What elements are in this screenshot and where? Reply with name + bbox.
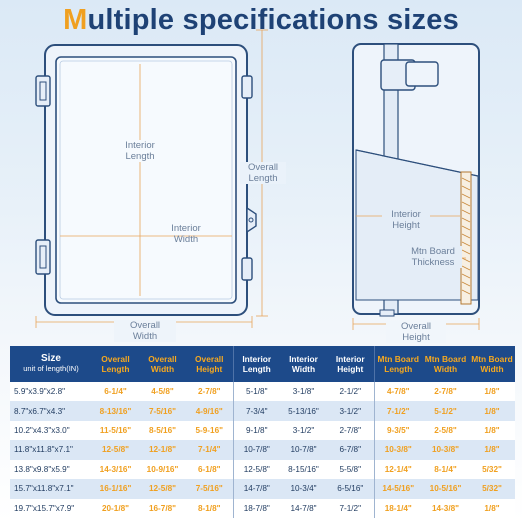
value-cell: 2-7/8" — [186, 382, 233, 401]
value-cell: 7-1/4" — [186, 440, 233, 459]
value-cell: 9-3/5" — [374, 421, 422, 440]
front-lid — [56, 57, 236, 303]
value-cell: 10-3/4" — [280, 479, 327, 498]
value-cell: 4-9/16" — [186, 401, 233, 420]
value-cell: 8-1/8" — [186, 499, 233, 518]
column-header: Interior Width — [280, 346, 327, 382]
value-cell: 14-3/16" — [92, 460, 139, 479]
size-cell: 5.9"x3.9"x2.8" — [10, 382, 92, 401]
table-row — [10, 460, 515, 479]
value-cell: 6-1/8" — [186, 460, 233, 479]
value-cell: 5/32" — [469, 460, 515, 479]
specifications-table — [10, 346, 515, 518]
value-cell: 2-7/8" — [327, 421, 374, 440]
value-cell: 10-5/16" — [422, 479, 469, 498]
column-header: Overall Width — [139, 346, 186, 382]
table-row — [10, 440, 515, 459]
value-cell: 18-1/4" — [374, 499, 422, 518]
latch-top-right — [242, 76, 252, 98]
value-cell: 6-7/8" — [327, 440, 374, 459]
size-cell: 8.7"x6.7"x4.3" — [10, 401, 92, 420]
side-view — [353, 44, 479, 316]
value-cell: 4-7/8" — [374, 382, 422, 401]
value-cell: 20-1/8" — [92, 499, 139, 518]
column-header: Mtn Board Length — [374, 346, 422, 382]
value-cell: 5-9-16" — [186, 421, 233, 440]
value-cell: 12-5/8" — [139, 479, 186, 498]
size-cell: 10.2"x4.3"x3.0" — [10, 421, 92, 440]
value-cell: 3-1/8" — [280, 382, 327, 401]
value-cell: 1/8" — [469, 401, 515, 420]
front-view — [36, 45, 256, 315]
column-header: Mtn Board Width — [422, 346, 469, 382]
column-header: Interior Height — [327, 346, 374, 382]
column-header: Interior Length — [233, 346, 280, 382]
table-header-row — [10, 346, 515, 382]
value-cell: 7-5/16" — [186, 479, 233, 498]
table-row — [10, 421, 515, 440]
value-cell: 10-3/8" — [422, 440, 469, 459]
value-cell: 5-1/8" — [233, 382, 280, 401]
value-cell: 1/8" — [469, 440, 515, 459]
value-cell: 11-5/16" — [92, 421, 139, 440]
value-cell: 18-7/8" — [233, 499, 280, 518]
value-cell: 6-1/4" — [92, 382, 139, 401]
size-cell: 11.8"x11.8"x7.1" — [10, 440, 92, 459]
value-cell: 16-1/16" — [92, 479, 139, 498]
value-cell: 10-7/8" — [233, 440, 280, 459]
column-header: Overall Height — [186, 346, 233, 382]
value-cell: 5-1/2" — [422, 401, 469, 420]
hinge-top-left — [36, 76, 50, 106]
overall-length-label: Overall Length — [240, 162, 286, 184]
value-cell: 5-5/8" — [327, 460, 374, 479]
value-cell: 3-1/2" — [280, 421, 327, 440]
value-cell: 3-1/2" — [327, 401, 374, 420]
overall-width-label: Overall Width — [114, 320, 176, 342]
interior-width-label: Interior Width — [171, 223, 201, 245]
mtn-board-thickness-label: Mtn Board Thickness — [404, 246, 462, 268]
value-cell: 14-3/8" — [422, 499, 469, 518]
title-rest: ultiple specifications sizes — [87, 4, 459, 36]
value-cell: 10-3/8" — [374, 440, 422, 459]
side-latch-tab — [406, 62, 438, 86]
size-cell: 15.7"x11.8"x7.1" — [10, 479, 92, 498]
table-row — [10, 382, 515, 401]
value-cell: 2-1/2" — [327, 382, 374, 401]
value-cell: 12-1/8" — [139, 440, 186, 459]
title-first-letter: M — [63, 4, 88, 36]
hinge-bottom-left — [36, 240, 50, 274]
column-header: Mtn Board Width — [469, 346, 515, 382]
column-header: Overall Length — [92, 346, 139, 382]
value-cell: 12-5/8" — [92, 440, 139, 459]
value-cell: 12-5/8" — [233, 460, 280, 479]
lock-tab — [247, 208, 256, 232]
value-cell: 14-7/8" — [233, 479, 280, 498]
interior-height-label: Interior Height — [382, 209, 430, 231]
value-cell: 16-7/8" — [139, 499, 186, 518]
value-cell: 12-1/4" — [374, 460, 422, 479]
value-cell: 5/32" — [469, 479, 515, 498]
value-cell: 2-7/8" — [422, 382, 469, 401]
value-cell: 8-5/16" — [139, 421, 186, 440]
size-header: Size unit of length(IN) — [10, 346, 92, 382]
value-cell: 2-5/8" — [422, 421, 469, 440]
latch-bottom-right — [242, 258, 252, 280]
table-row — [10, 479, 515, 498]
value-cell: 4-5/8" — [139, 382, 186, 401]
value-cell: 14-5/16" — [374, 479, 422, 498]
value-cell: 6-5/16" — [327, 479, 374, 498]
value-cell: 1/8" — [469, 382, 515, 401]
value-cell: 8-1/4" — [422, 460, 469, 479]
table-body — [10, 382, 515, 518]
value-cell: 10-9/16" — [139, 460, 186, 479]
value-cell: 1/8" — [469, 499, 515, 518]
value-cell: 14-7/8" — [280, 499, 327, 518]
overall-height-label: Overall Height — [386, 321, 446, 343]
side-foot — [380, 310, 394, 316]
value-cell: 9-1/8" — [233, 421, 280, 440]
value-cell: 8-15/16" — [280, 460, 327, 479]
value-cell: 10-7/8" — [280, 440, 327, 459]
size-cell: 13.8"x9.8"x5.9" — [10, 460, 92, 479]
value-cell: 7-3/4" — [233, 401, 280, 420]
interior-length-label: Interior Length — [112, 140, 168, 162]
size-cell: 19.7"x15.7"x7.9" — [10, 499, 92, 518]
value-cell: 7-1/2" — [327, 499, 374, 518]
value-cell: 5-13/16" — [280, 401, 327, 420]
table-row — [10, 401, 515, 420]
table-row — [10, 499, 515, 518]
value-cell: 7-1/2" — [374, 401, 422, 420]
value-cell: 1/8" — [469, 421, 515, 440]
value-cell: 7-5/16" — [139, 401, 186, 420]
value-cell: 8-13/16" — [92, 401, 139, 420]
